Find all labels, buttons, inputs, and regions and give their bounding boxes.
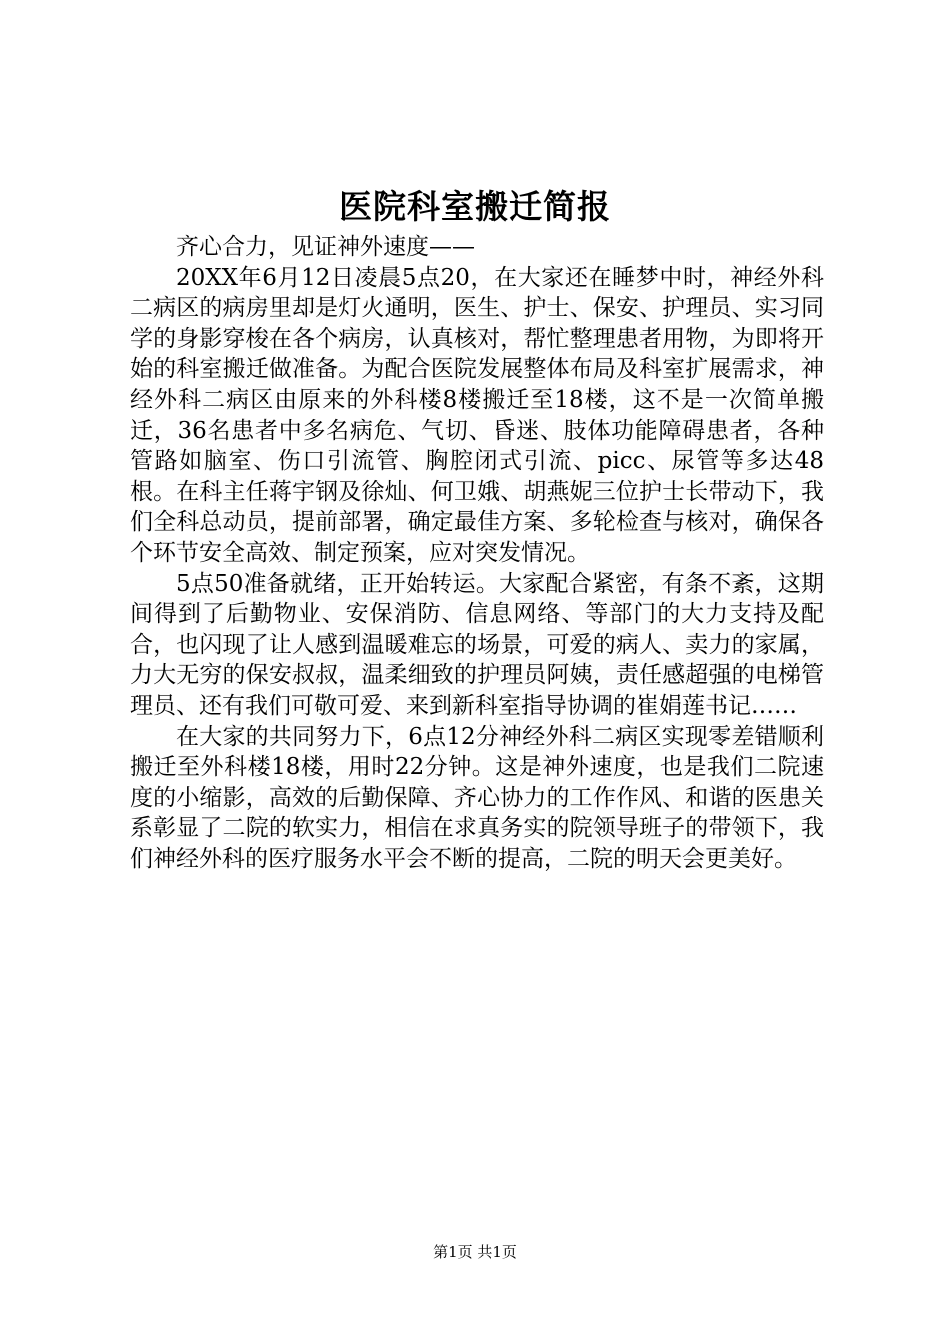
document-title: 医院科室搬迁简报 <box>339 187 611 226</box>
document-body <box>130 232 824 874</box>
paragraph-subtitle: 齐心合力，见证神外速度—— <box>176 234 475 260</box>
paragraph-preparation: 20XX年6月12日凌晨5点20，在大家还在睡梦中时，神经外科二病区的病房里却是灯火通明，医生、护士、保安、护理员、实习同学的身影穿梭在各个病房，认真核对，帮忙整理患者用物，为即将开始的科室搬迁做准备。为配合医院发展整体布局及科室扩展需求，神经外科二病区由原来的外科楼8楼搬迁至18楼，这不是一次简单搬迁，36名患者中多名病危、气切、昏迷、肢体功能障碍患者，各种管路如脑室、伤口引流管、胸腔闭式引流、picc、尿管等多达48根。在科主任蒋宇钢及徐灿、何卫娥、胡燕妮三位护士长带动下，我们全科总动员，提前部署，确定最佳方案、多轮检查与核对，确保各个环节安全高效、制定预案，应对突发情况。 <box>130 264 824 566</box>
paragraph-transfer: 5点50准备就绪，正开始转运。大家配合紧密，有条不紊，这期间得到了后勤物业、安保消防、信息网络、等部门的大力支持及配合，也闪现了让人感到温暖难忘的场景，可爱的病人、卖力的家属，力大无穷的保安叔叔，温柔细致的护理员阿姨，责任感超强的电梯管理员、还有我们可敬可爱、来到新科室指导协调的崔娟莲书记…… <box>130 570 824 719</box>
paragraph-conclusion: 在大家的共同努力下，6点12分神经外科二病区实现零差错顺利搬迁至外科楼18楼，用时22分钟。这是神外速度，也是我们二院速度的小缩影，高效的后勤保障、齐心协力的工作作风、和谐的医患关系彰显了二院的软实力，相信在求真务实的院领导班子的带领下，我们神经外科的医疗服务水平会不断的提高，二院的明天会更美好。 <box>130 723 824 872</box>
page-footer: 第1页 共1页 <box>433 1243 517 1261</box>
